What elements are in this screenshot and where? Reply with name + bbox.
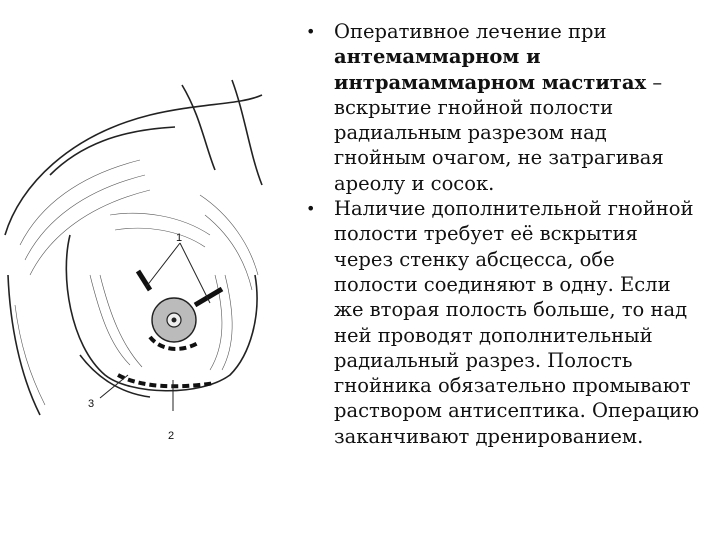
label-3: 3 bbox=[88, 398, 95, 410]
label-1: 1 bbox=[176, 232, 183, 244]
label-2: 2 bbox=[168, 430, 175, 442]
bullet-mark: • bbox=[306, 22, 316, 41]
bullet-mark: • bbox=[306, 199, 316, 219]
bullet-1-intro: Оперативное лечение при bbox=[334, 20, 607, 43]
bullet-1-bold: антемаммарном и интрамаммарном маститах bbox=[334, 45, 647, 94]
bullet-item bbox=[300, 19, 700, 196]
breast-surgery-illustration bbox=[0, 75, 292, 455]
bullet-2-text: Наличие дополнительной гнойной полости требует её вскрытия через стенку абсцесса, обе полости соединяют в одну. Если же вторая полость больше, то над ней проводят дополнительный радиальный разрез. Полость гнойника обязательно промывают раствором антисептика. Операцию заканчивают дренированием. bbox=[334, 197, 700, 448]
bullet-1-rest: – вскрытие гнойной полости радиальным разрезом над гнойным очагом, не затрагивая ареолу и сосок. bbox=[334, 70, 664, 195]
illustration-svg bbox=[0, 75, 292, 455]
bullet-item bbox=[300, 196, 700, 449]
text-content bbox=[300, 19, 700, 449]
body-outline bbox=[5, 80, 262, 415]
shading-hatching bbox=[15, 160, 258, 405]
arcuate-incisions bbox=[118, 337, 215, 386]
areola bbox=[152, 298, 196, 342]
bullet-list bbox=[300, 19, 700, 449]
